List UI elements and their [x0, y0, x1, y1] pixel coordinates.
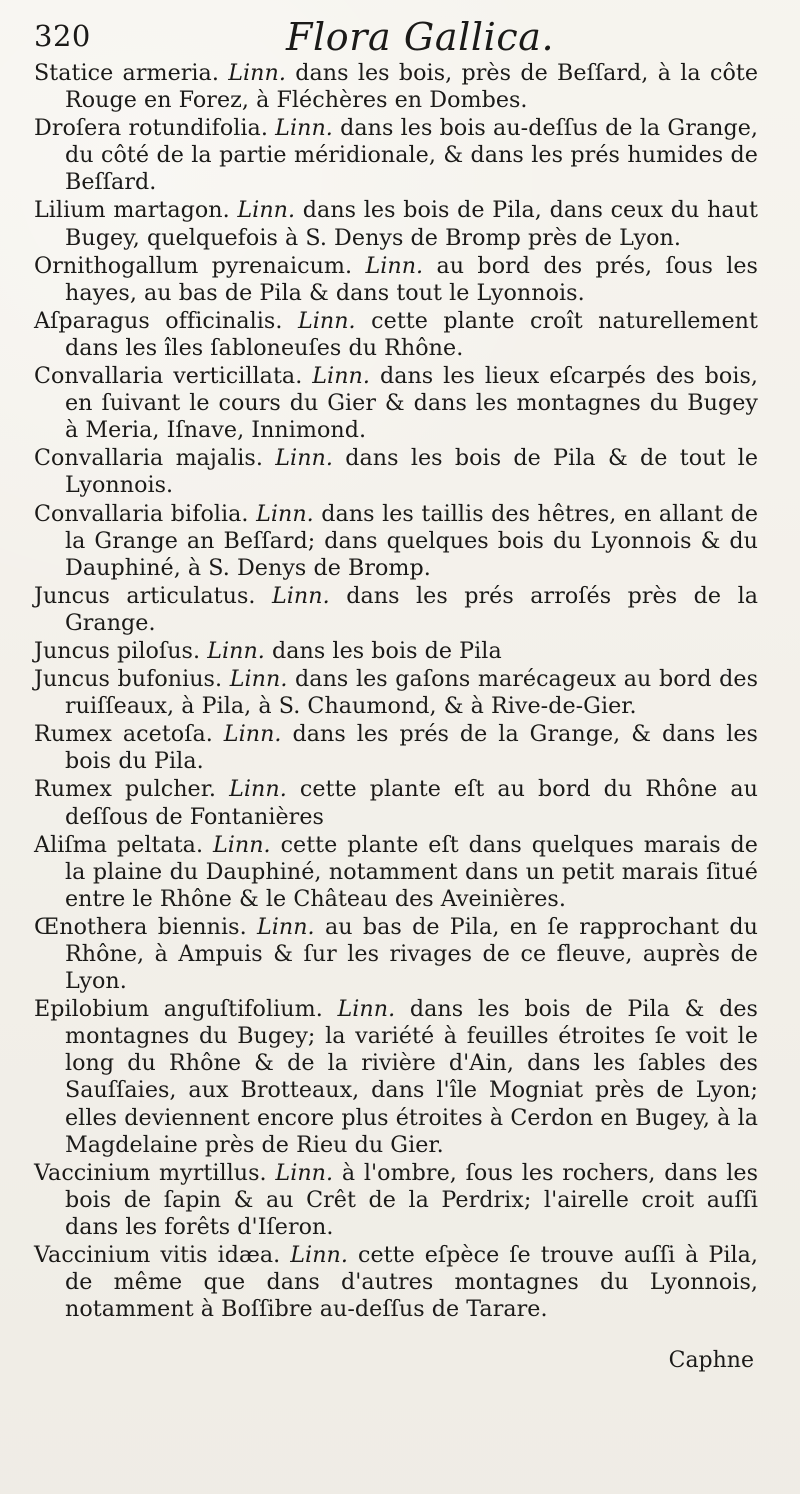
- entry-text: dans les taillis des hêtres, en allant de la Grange an Beſſard; dans quelques bois du Lyonnois & du Dauphiné, à S. Denys de Bromp.: [65, 500, 759, 581]
- species-name: Juncus articulatus.: [34, 582, 256, 609]
- author-abbreviation: Linn.: [256, 500, 314, 527]
- species-name: Vaccinium vitis idæa.: [34, 1242, 281, 1269]
- entry-text: à l'ombre, ſous les rochers, dans les bois de ſapin & au Crêt de la Perdrix; l'airelle croit auſſi dans les forêts d'Iſeron.: [65, 1159, 759, 1240]
- species-name: Statice armeria.: [34, 60, 219, 86]
- running-title: Flora Gallica.: [286, 15, 555, 59]
- entry-drosera-rotundifolia: [34, 115, 758, 196]
- author-abbreviation: Linn.: [312, 363, 370, 390]
- author-abbreviation: Linn.: [275, 115, 333, 142]
- entry-convallaria-majalis: [34, 445, 758, 499]
- species-name: Juncus piloſus.: [34, 637, 201, 664]
- entry-text: cette plante eſt au bord du Rhône au deſſous de Fontanières: [65, 776, 759, 830]
- species-name: Aliſma peltata.: [34, 831, 204, 858]
- species-name: Lilium martagon.: [34, 197, 230, 224]
- entry-text: dans les bois de Pila & de tout le Lyonnois.: [65, 445, 759, 499]
- entry-list: [34, 60, 758, 1323]
- author-abbreviation: Linn.: [229, 776, 287, 803]
- species-name: Vaccinium myrtillus.: [34, 1159, 267, 1186]
- entry-text: dans les lieux eſcarpés des bois, en ſuivant le cours du Gier & dans les montagnes du Bugey à Meria, Iſnave, Innimond.: [65, 363, 759, 444]
- author-abbreviation: Linn.: [337, 996, 396, 1023]
- author-abbreviation: Linn.: [256, 913, 315, 940]
- author-abbreviation: Linn.: [275, 445, 333, 472]
- species-name: Epilobium anguſtifolium.: [34, 996, 323, 1023]
- species-name: Rumex acetoſa.: [34, 721, 213, 748]
- entry-epilobium-angustifolium: [34, 996, 758, 1159]
- entry-lilium-martagon: [34, 197, 758, 251]
- entry-text: au bas de Pila, en ſe rapprochant du Rhône, à Ampuis & ſur les rivages de ce fleuve, auprès de Lyon.: [65, 913, 758, 995]
- author-abbreviation: Linn.: [290, 1242, 348, 1269]
- entry-juncus-bufonius: [34, 666, 758, 720]
- species-name: Convallaria verticillata.: [34, 363, 303, 390]
- entry-text: cette plante croît naturellement dans les îles ſabloneuſes du Rhône.: [65, 307, 758, 361]
- species-name: Rumex pulcher.: [34, 776, 217, 803]
- entry-text: cette eſpèce ſe trouve auſſi à Pila, de même que dans d'autres montagnes du Lyonnois, notamment à Boſſibre au-deſſus de Tarare.: [65, 1242, 759, 1323]
- author-abbreviation: Linn.: [223, 721, 282, 748]
- entry-vaccinium-vitis-idaea: [34, 1242, 758, 1323]
- entry-text: dans les bois, près de Beſſard, à la côte Rouge en Forez, à Fléchères en Dombes.: [65, 60, 758, 114]
- entry-text: cette plante eſt dans quelques marais de la plaine du Dauphiné, notamment dans un petit marais ſitué entre le Rhône & le Château des Aveinières.: [65, 831, 758, 912]
- species-name: Convallaria majalis.: [34, 445, 263, 472]
- entry-juncus-pilosus: [34, 638, 758, 665]
- species-name: Droſera rotundifolia.: [34, 115, 268, 142]
- entry-text: dans les bois au-deſſus de la Grange, du côté de la partie méridionale, & dans les prés humides de Beſſard.: [65, 115, 759, 196]
- page-header: [34, 14, 758, 60]
- author-abbreviation: Linn.: [207, 637, 265, 664]
- entry-text: dans les prés de la Grange, & dans les bois du Pila.: [65, 721, 758, 775]
- entry-text: dans les gaſons marécageux au bord des ruiſſeaux, à Pila, à S. Chaumond, & à Rive-de-Gier.: [65, 666, 759, 720]
- author-abbreviation: Linn.: [365, 252, 424, 279]
- entry-text: dans les prés arroſés près de la Grange.: [65, 582, 758, 636]
- author-abbreviation: Linn.: [237, 197, 296, 224]
- species-name: Ornithogallum pyrenaicum.: [34, 252, 353, 279]
- entry-juncus-articulatus: [34, 583, 758, 637]
- author-abbreviation: Linn.: [212, 831, 271, 858]
- entry-text: dans les bois de Pila & des montagnes du Bugey; la variété à feuilles étroites ſe voit le long du Rhône & de la rivière d'Ain, dans les ſables des Sauſſaies, aux Brotteaux, dans l'île Mogniat près de Lyon; elles deviennent encore plus étroites à Cerdon en Bugey, à la Magdelaine près de Rieu du Gier.: [65, 996, 758, 1158]
- entry-text: au bord des prés, ſous les hayes, au bas de Pila & dans tout le Lyonnois.: [65, 252, 758, 306]
- entry-convallaria-verticillata: [34, 363, 758, 444]
- page-number: 320: [34, 19, 91, 53]
- entry-rumex-acetosa: [34, 721, 758, 775]
- author-abbreviation: Linn.: [228, 60, 286, 86]
- species-name: Convallaria bifolia.: [34, 500, 249, 527]
- author-abbreviation: Linn.: [275, 1159, 334, 1186]
- species-name: Juncus bufonius.: [34, 666, 223, 693]
- author-abbreviation: Linn.: [272, 582, 330, 609]
- species-name: Aſparagus officinalis.: [34, 307, 283, 334]
- entry-alisma-peltata: [34, 832, 758, 913]
- entry-vaccinium-myrtillus: [34, 1160, 758, 1241]
- entry-convallaria-bifolia: [34, 501, 758, 582]
- entry-rumex-pulcher: [34, 776, 758, 830]
- entry-ornithogallum-pyrenaicum: [34, 253, 758, 307]
- author-abbreviation: Linn.: [297, 307, 356, 334]
- entry-text: dans les bois de Pila: [272, 637, 502, 664]
- author-abbreviation: Linn.: [229, 666, 288, 693]
- catchword: Caphne: [668, 1348, 754, 1373]
- entry-asparagus-officinalis: [34, 308, 758, 362]
- entry-oenothera-biennis: [34, 914, 758, 995]
- entry-statice-armeria: [34, 60, 758, 114]
- entry-text: dans les bois de Pila, dans ceux du haut Bugey, quelquefois à S. Denys de Bromp près de Lyon.: [65, 197, 759, 251]
- species-name: Œnothera biennis.: [34, 913, 247, 940]
